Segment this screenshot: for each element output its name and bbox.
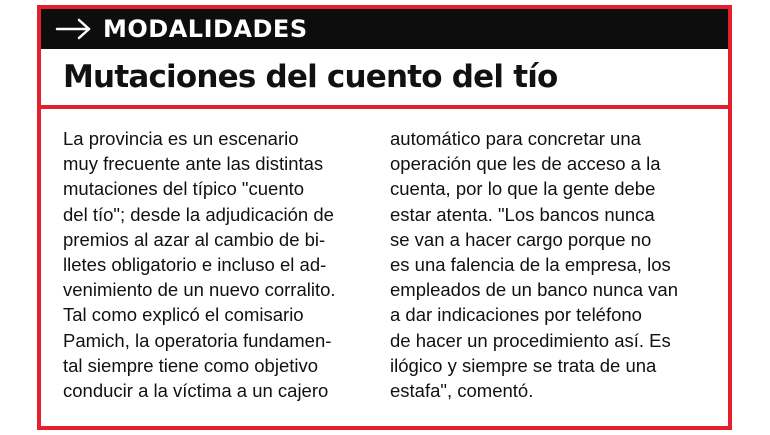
body-line: de hacer un procedimiento así. Es [390, 329, 671, 351]
body-line: venimiento de un nuevo corralito. [63, 279, 336, 301]
body-column-right [390, 126, 708, 403]
body-line: premios al azar al cambio de bi- [63, 228, 326, 250]
body-line: estafa", comentó. [390, 380, 534, 402]
body-line: operación que les de acceso a la [390, 153, 661, 175]
body-line: a dar indicaciones por teléfono [390, 304, 642, 326]
body-line: se van a hacer cargo porque no [390, 228, 652, 250]
headline-container [41, 49, 728, 105]
body-line: estar atenta. "Los bancos nunca [390, 203, 655, 225]
body-column-left [63, 126, 363, 403]
body-line: automático para concretar una [390, 128, 641, 149]
body-line: es una falencia de la empresa, los [390, 254, 671, 276]
arrow-right-icon [55, 18, 93, 40]
section-tag-bar [41, 9, 728, 49]
body-line: empleados de un banco nunca van [390, 279, 678, 301]
body-line: tal siempre tiene como objetivo [63, 354, 319, 376]
body-line: Pamich, la operatoria fundamen- [63, 329, 332, 351]
article-box [37, 5, 732, 430]
body-line: mutaciones del típico "cuento [63, 178, 305, 200]
body-line: lletes obligatorio e incluso el ad- [63, 254, 327, 276]
body-line: cuenta, por lo que la gente debe [390, 178, 656, 200]
body-line: ilógico y siempre se trata de una [390, 354, 657, 376]
body-line: muy frecuente ante las distintas [63, 153, 324, 175]
headline: Mutaciones del cuento del tío [63, 58, 558, 95]
body-line: conducir a la víctima a un cajero [63, 380, 329, 402]
headline-divider [41, 105, 728, 109]
body-line: Tal como explicó el comisario [63, 304, 304, 326]
body-line: del tío"; desde la adjudicación de [63, 203, 334, 225]
body-line: La provincia es un escenario [63, 128, 299, 149]
section-tag-label: MODALIDADES [103, 15, 308, 43]
